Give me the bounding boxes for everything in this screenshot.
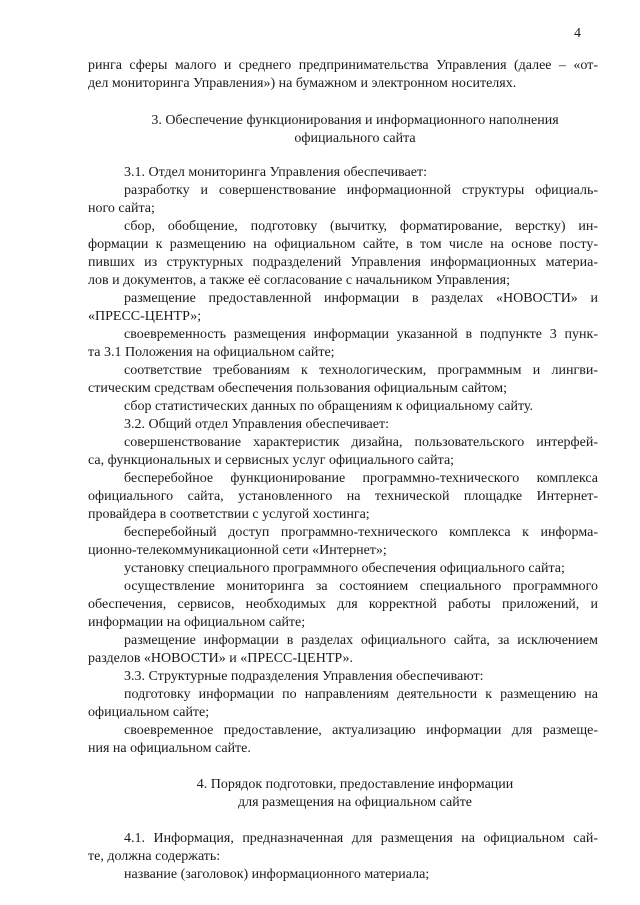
section4-heading-line: для размещения на официальном сайте bbox=[237, 795, 473, 810]
intro-line: ринга сферы малого и среднего предпринимательства Управления (далее – «от- bbox=[88, 58, 598, 73]
section3-line: сбор статистических данных по обращениям к официальному сайту. bbox=[124, 399, 534, 414]
section3-line: подготовку информации по направлениям деятельности к размещению на bbox=[124, 687, 598, 702]
section3-line: ния на официальном сайте. bbox=[88, 741, 251, 756]
section3-line: установку специального программного обеспечения официального сайта; bbox=[124, 561, 565, 576]
section3-line: 3.1. Отдел мониторинга Управления обеспечивает: bbox=[124, 165, 427, 180]
section3-line: 3.3. Структурные подразделения Управления обеспечивают: bbox=[124, 669, 484, 684]
section3-line: информации на официальном сайте; bbox=[88, 615, 306, 630]
section3-line: совершенствование характеристик дизайна, пользовательского интерфей- bbox=[124, 435, 598, 450]
section3-line: бесперебойный доступ программно-технического комплекса к информа- bbox=[124, 525, 598, 540]
section3-line: сбор, обобщение, подготовку (вычитку, форматирование, верстку) ин- bbox=[124, 219, 598, 234]
section4-line: те, должна содержать: bbox=[88, 849, 221, 864]
section3-heading-line: 3. Обеспечение функционирования и информационного наполнения bbox=[151, 113, 559, 128]
section3-line: формации к размещению на официальном сайте, в том числе на основе посту- bbox=[88, 237, 598, 252]
section3-line: та 3.1 Положения на официальном сайте; bbox=[88, 345, 335, 360]
section3-line: ционно-телекоммуникационной сети «Интернет»; bbox=[88, 543, 387, 558]
intro-line: дел мониторинга Управления») на бумажном и электронном носителях. bbox=[88, 76, 517, 91]
section3-line: 3.2. Общий отдел Управления обеспечивает: bbox=[124, 417, 389, 432]
section3-line: пивших из структурных подразделений Управления информационных материа- bbox=[88, 255, 598, 270]
section3-line: разделов «НОВОСТИ» и «ПРЕСС-ЦЕНТР». bbox=[88, 651, 354, 666]
section3-line: обеспечения, сервисов, необходимых для корректной работы приложений, и bbox=[88, 597, 598, 612]
section3-line: официальном сайте; bbox=[88, 705, 210, 720]
section3-line: разработку и совершенствование информационной структуры официаль- bbox=[124, 183, 598, 198]
section3-line: ного сайта; bbox=[88, 201, 155, 216]
section3-line: размещение предоставленной информации в разделах «НОВОСТИ» и bbox=[124, 291, 598, 306]
section3-line: «ПРЕСС-ЦЕНТР»; bbox=[88, 309, 202, 324]
section3-line: соответствие требованиям к технологическим, программным и лингви- bbox=[124, 363, 598, 378]
section3-line: своевременность размещения информации указанной в подпункте 3 пунк- bbox=[124, 327, 598, 342]
section3-line: лов и документов, а также её согласование с начальником Управления; bbox=[88, 273, 510, 288]
section3-line: размещение информации в разделах официального сайта, за исключением bbox=[124, 633, 598, 648]
section3-line: стическим средствам обеспечения пользования официальным сайтом; bbox=[88, 381, 507, 396]
section3-line: осуществление мониторинга за состоянием специального программного bbox=[124, 579, 598, 594]
section3-line: провайдера в соответствии с услугой хостинга; bbox=[88, 507, 370, 522]
section3-line: своевременное предоставление, актуализацию информации для размеще- bbox=[124, 723, 598, 738]
section4-line: название (заголовок) информационного материала; bbox=[124, 867, 430, 882]
section4-heading-line: 4. Порядок подготовки, предоставление информации bbox=[196, 777, 514, 792]
section4-line: 4.1. Информация, предназначенная для размещения на официальном сай- bbox=[124, 831, 598, 846]
section3-heading-line: официального сайта bbox=[294, 131, 416, 146]
section3-line: бесперебойное функционирование программно-технического комплекса bbox=[124, 471, 598, 486]
section3-line: са, функциональных и сервисных услуг официального сайта; bbox=[88, 453, 455, 468]
page-number: 4 bbox=[574, 26, 581, 41]
section3-line: официального сайта, установленного на технической площадке Интернет- bbox=[88, 489, 598, 504]
